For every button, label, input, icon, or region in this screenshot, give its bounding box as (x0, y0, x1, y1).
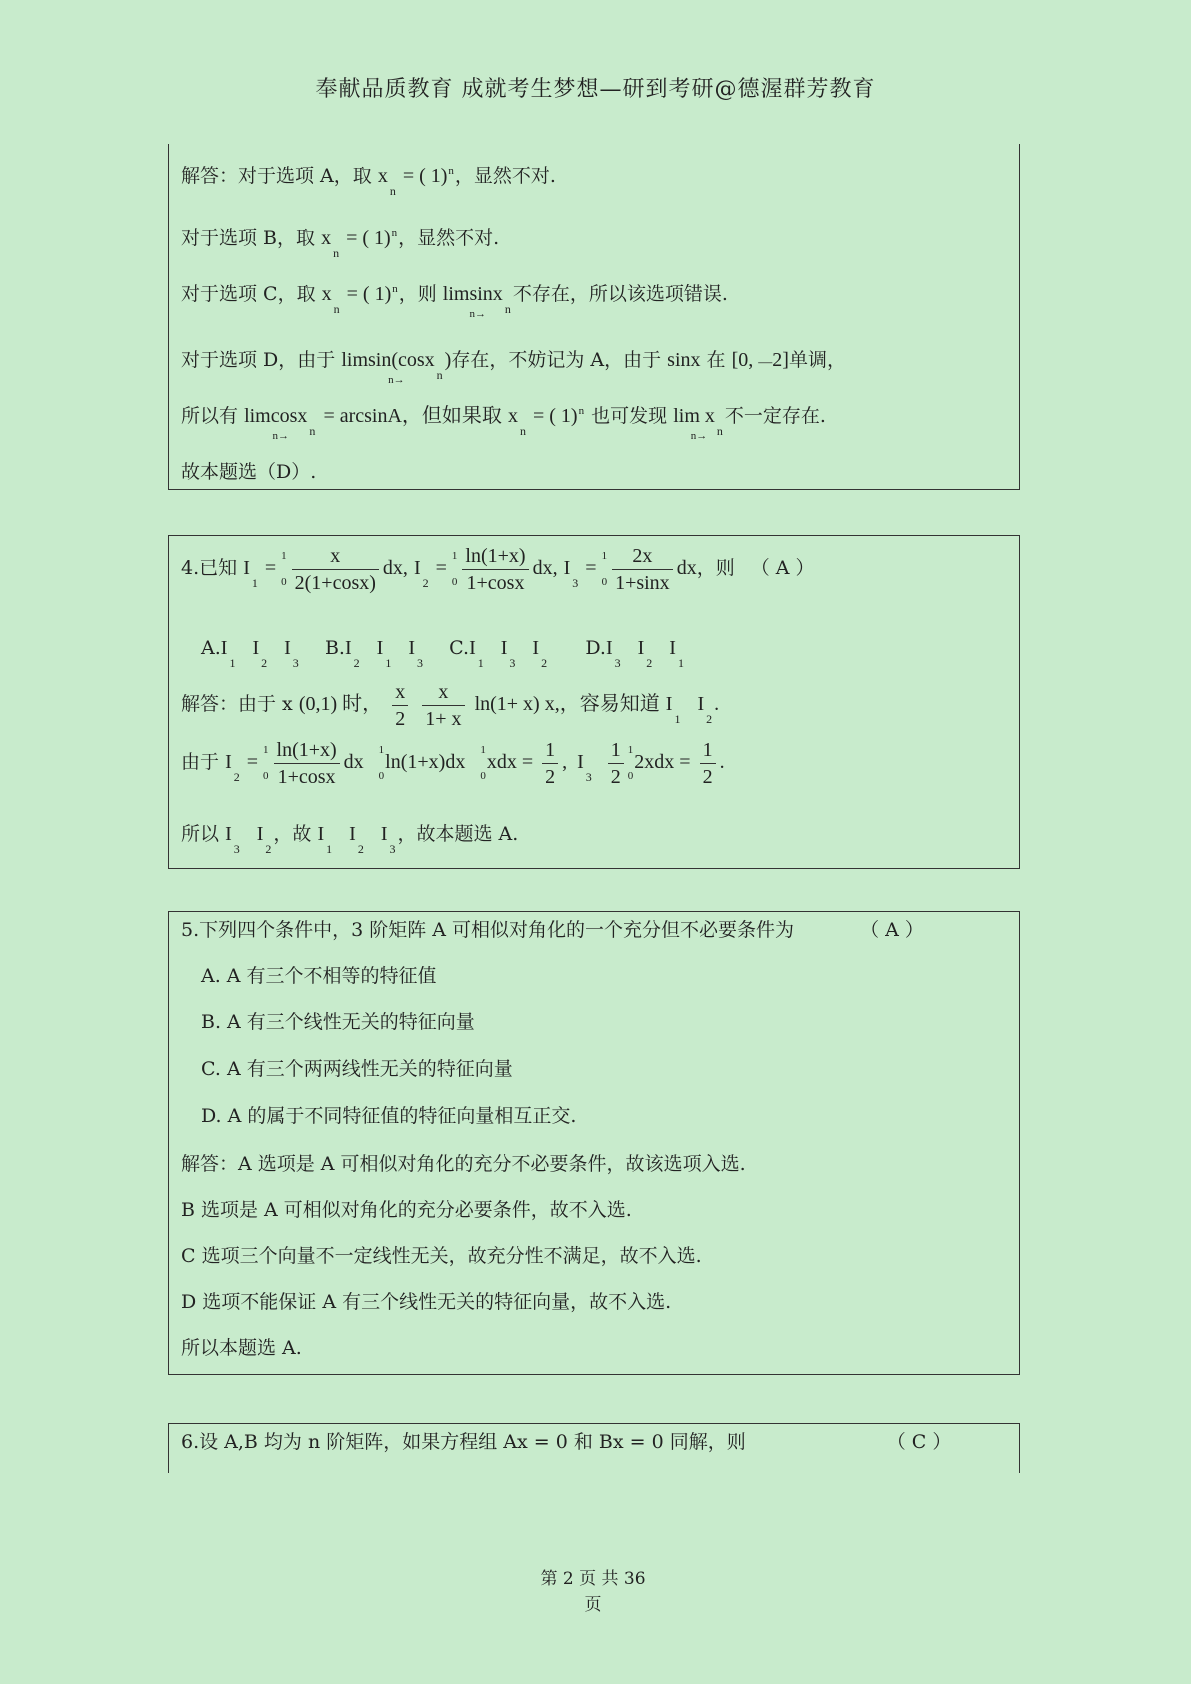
math-i1: $I_1 = 1$ 0 $\frac{x}{2(1+\cos x)}$ dx, (243, 544, 408, 594)
option-a: A. (201, 637, 221, 659)
q3-sol-line-2 (181, 226, 500, 260)
text: (0,1) 时， (298, 693, 383, 715)
q3-sol-line-6: 故本题选（D）. (181, 461, 317, 483)
math-lim-xn: $\lim x_n$ n→ (673, 405, 723, 442)
math-i3: $I_3 = 1$ 0 $\frac{2x}{1+\sin x}$ dx (563, 544, 697, 594)
q5-option-d: D. A 的属于不同特征值的特征向量相互正交. (201, 1105, 577, 1127)
text: ，则 (398, 283, 437, 305)
text: ，显然不对. (454, 165, 556, 187)
answer-mark: （ A ） (860, 919, 924, 941)
text: 对于选项 B，取 (181, 227, 316, 249)
page-number: 第 2 页 共 36 (540, 1569, 646, 1589)
q6-box (168, 1423, 1020, 1473)
option-c: C. (449, 637, 470, 659)
q3-sol-line-4 (181, 348, 846, 386)
q4-sol-line-2 (181, 736, 725, 790)
option-d: D. (585, 637, 606, 659)
q4-stem (181, 542, 815, 596)
math-interval: [0, —2] (731, 349, 789, 371)
text: 对于选项 D，由于 (181, 349, 336, 371)
text: = arcsinA，但如果取 (323, 405, 502, 427)
q5-option-b: B. A 有三个线性无关的特征向量 (201, 1011, 475, 1033)
math-sinx: sinx (667, 349, 701, 371)
q4-sol-line-1 (181, 678, 719, 732)
q4-sol-line-3 (181, 822, 519, 856)
math-xn: $x_n$ = ( 1)$^n$ (507, 405, 585, 438)
answer-mark: （ C ） (886, 1431, 952, 1453)
text: 单调， (788, 349, 846, 371)
text: 由于 (181, 751, 220, 773)
text: 不一定存在. (724, 405, 826, 427)
math: $I_3$ $I_2$ $I_1$ (605, 637, 684, 670)
q5-sol-line-1: 解答：A 选项是 A 可相似对角化的充分不必要条件，故该选项入选. (181, 1153, 746, 1175)
text: 也可发现 (591, 405, 668, 427)
q5-sol-line-2: B 选项是 A 可相似对角化的充分必要条件，故不入选. (181, 1199, 632, 1221)
math: $I_1$ $I_3$ $I_2$ (469, 637, 548, 670)
math: $I_1$ $I_2$ $I_3$ (220, 637, 299, 670)
text: 所以 (181, 823, 220, 845)
math-lim-sin: limsinx$_n$ n→ (442, 283, 511, 320)
math: $I_1$ $I_2$. (665, 693, 720, 726)
math-xn: $x_n$ = ( 1)$^n$ (377, 165, 454, 198)
answer-mark: （ A ） (750, 557, 815, 579)
text: ，则 (696, 557, 735, 579)
text: 4.已知 (181, 557, 238, 579)
q6-stem (181, 1430, 951, 1454)
page-number-tail: 页 (584, 1595, 602, 1615)
math-i2: $I_2 = 1$ 0 $\frac{\ln(1+x)}{1+\cos x}$ dx, (413, 544, 558, 594)
q3-solution-box (168, 144, 1020, 490)
page-footer (528, 1566, 658, 1618)
text: 6.设 A,B 均为 n 阶矩阵，如果方程组 Ax = 0 和 Bx = 0 同解，则 (181, 1431, 746, 1453)
math-lim-sin-cos: limsin(cosx$_n$) n→ (341, 349, 452, 386)
q4-options (201, 636, 686, 670)
text: ln(1+ x) x,，容易知道 (474, 693, 660, 715)
text: ，显然不对. (398, 227, 500, 249)
text: 解答：对于选项 A，取 (181, 165, 372, 187)
text: 5.下列四个条件中，3 阶矩阵 A 可相似对角化的一个充分但不必要条件为 (181, 919, 795, 941)
math: $I_3$ $I_2$ (225, 823, 272, 856)
q5-option-c: C. A 有三个两两线性无关的特征向量 (201, 1058, 513, 1080)
math: $I_1$ $I_2$ $I_3$ (317, 823, 396, 856)
math-frac: $\frac{x}{1+ x}$ (422, 679, 464, 732)
page-header: 奉献品质教育 成就考生梦想—研到考研@德渥群芳教育 (315, 77, 876, 102)
q4-box (168, 535, 1020, 869)
q5-box (168, 911, 1020, 1375)
text: ，故本题选 A. (397, 823, 519, 845)
math-xn: $x_n$ = ( 1)$^n$ (321, 227, 398, 260)
text: 所以有 (181, 405, 239, 427)
text: 解答：由于 x (181, 693, 293, 715)
q5-sol-line-3: C 选项三个向量不一定线性无关，故充分性不满足，故不入选. (181, 1245, 702, 1267)
q3-sol-line-1 (181, 164, 556, 198)
q3-sol-line-5 (181, 404, 826, 442)
math: $I_2$ $I_1$ $I_3$ (344, 637, 423, 670)
text: 在 (706, 349, 726, 371)
q5-sol-line-4: D 选项不能保证 A 有三个线性无关的特征向量，故不入选. (181, 1291, 672, 1313)
option-b: B. (324, 637, 345, 659)
q3-sol-line-3 (181, 282, 728, 320)
q5-option-a: A. A 有三个不相等的特征值 (201, 965, 437, 987)
math-frac: $\frac{x}{2}$ (392, 679, 408, 732)
text: 对于选项 C，取 (181, 283, 316, 305)
text: 存在，不妨记为 A，由于 (451, 349, 662, 371)
q5-sol-line-5: 所以本题选 A. (181, 1337, 302, 1359)
text: 不存在，所以该选项错误. (512, 283, 728, 305)
math-lim-cos: limcosx$_n$ n→ (244, 405, 316, 442)
text: ，故 (273, 823, 312, 845)
q5-stem (181, 918, 924, 942)
math-integral-chain: $I_2 = 1$ 0 $\frac{\ln(1+x)}{1+\cos x}$ dx 1 0ln(1+x)dx 1 0xdx = $\frac{1}{2}$ , $I_3$ $\frac{1}{2}$ 1 02xdx = $\frac{1}{2}$ . (225, 738, 725, 788)
math-xn: $x_n$ = ( 1)$^n$ (321, 283, 398, 316)
